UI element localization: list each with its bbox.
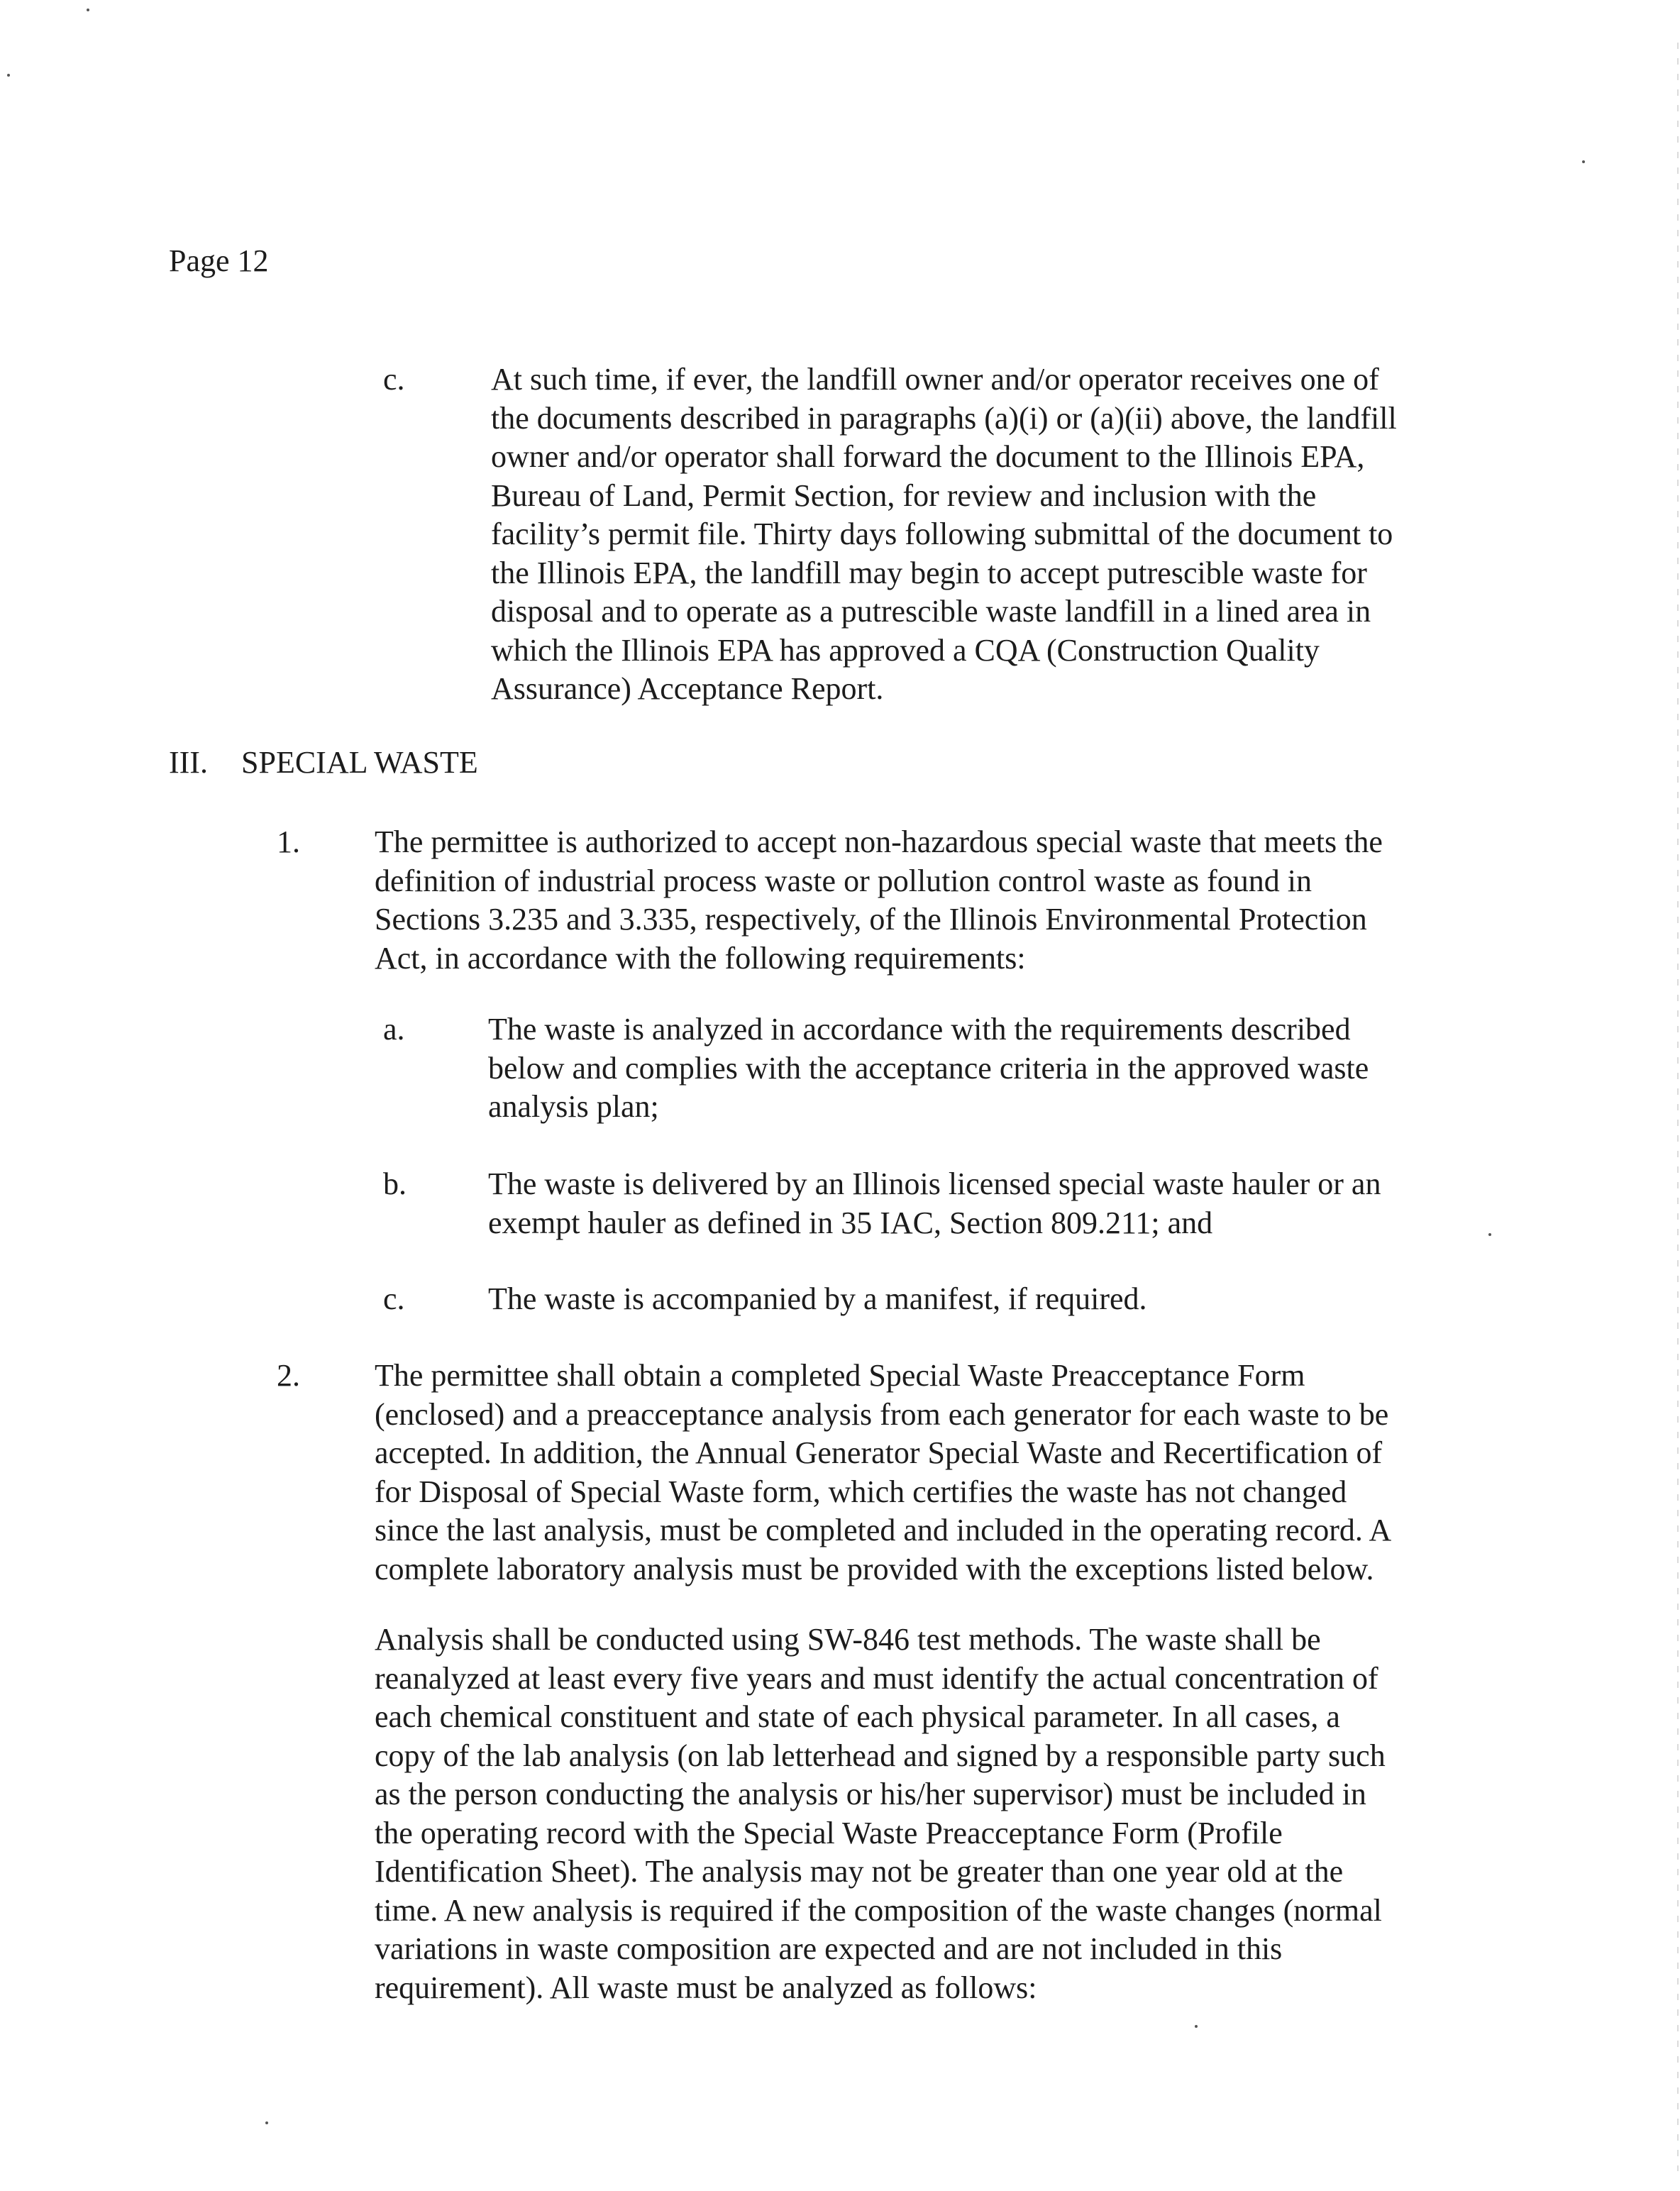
item-c-paragraph bbox=[491, 360, 1397, 709]
section-numeral: III. bbox=[169, 745, 208, 780]
text-line: The waste is delivered by an Illinois licensed special waste hauler or an bbox=[488, 1166, 1381, 1201]
text-line: disposal and to operate as a putrescible waste landfill in a lined area in bbox=[491, 594, 1371, 629]
item-1b-paragraph bbox=[488, 1165, 1381, 1242]
text-line: each chemical constituent and state of each physical parameter. In all cases, a bbox=[375, 1699, 1340, 1734]
text-line: At such time, if ever, the landfill owner and/or operator receives one of bbox=[491, 362, 1379, 397]
text-line: the documents described in paragraphs (a)(i) or (a)(ii) above, the landfill bbox=[491, 400, 1397, 436]
text-line: as the person conducting the analysis or his/her supervisor) must be included in bbox=[375, 1777, 1366, 1811]
text-line: requirement). All waste must be analyzed as follows: bbox=[375, 1970, 1037, 2005]
scan-edge-artifact bbox=[1677, 43, 1679, 2171]
item-2-analysis-paragraph bbox=[375, 1621, 1386, 2007]
item-c-marker: c. bbox=[383, 362, 405, 397]
text-line: analysis plan; bbox=[488, 1089, 659, 1124]
text-line: since the last analysis, must be completed and included in the operating record. A bbox=[375, 1513, 1392, 1547]
text-line: variations in waste composition are expected and are not included in this bbox=[375, 1931, 1283, 1966]
scan-speck bbox=[7, 74, 10, 77]
section-title: SPECIAL WASTE bbox=[241, 745, 478, 780]
scan-speck bbox=[1195, 2025, 1198, 2028]
text-line: The permittee is authorized to accept non-hazardous special waste that meets the bbox=[375, 824, 1383, 859]
text-line: Sections 3.235 and 3.335, respectively, of the Illinois Environmental Protection bbox=[375, 902, 1367, 937]
scan-speck bbox=[1582, 160, 1585, 163]
text-line: below and complies with the acceptance criteria in the approved waste bbox=[488, 1050, 1369, 1086]
text-line: Act, in accordance with the following requirements: bbox=[375, 940, 1026, 976]
scan-speck bbox=[265, 2121, 268, 2124]
item-1a-marker: a. bbox=[383, 1012, 405, 1047]
item-1-marker: 1. bbox=[277, 824, 300, 859]
text-line: (enclosed) and a preacceptance analysis from each generator for each waste to be bbox=[375, 1396, 1389, 1432]
text-line: owner and/or operator shall forward the document to the Illinois EPA, bbox=[491, 439, 1365, 474]
text-line: The waste is analyzed in accordance with the requirements described bbox=[488, 1012, 1351, 1047]
text-line: facility’s permit file. Thirty days following submittal of the document to bbox=[491, 517, 1393, 551]
item-1-paragraph bbox=[375, 823, 1383, 978]
item-2-paragraph bbox=[375, 1357, 1391, 1589]
text-line: which the Illinois EPA has approved a CQA (Construction Quality bbox=[491, 632, 1320, 668]
text-line: Bureau of Land, Permit Section, for review and inclusion with the bbox=[491, 478, 1317, 513]
text-line: Identification Sheet). The analysis may not be greater than one year old at the bbox=[375, 1854, 1344, 1889]
scan-speck bbox=[1488, 1233, 1491, 1236]
item-1b-marker: b. bbox=[383, 1166, 407, 1201]
text-line: The permittee shall obtain a completed Special Waste Preacceptance Form bbox=[375, 1358, 1305, 1393]
item-1a-paragraph bbox=[488, 1010, 1369, 1127]
text-line: Assurance) Acceptance Report. bbox=[491, 671, 884, 706]
text-line: The waste is accompanied by a manifest, if required. bbox=[488, 1281, 1147, 1316]
scan-speck bbox=[87, 9, 89, 11]
text-line: reanalyzed at least every five years and must identify the actual concentration of bbox=[375, 1660, 1378, 1696]
text-line: the operating record with the Special Waste Preacceptance Form (Profile bbox=[375, 1815, 1283, 1850]
page-number: Page 12 bbox=[169, 243, 269, 278]
text-line: definition of industrial process waste or pollution control waste as found in bbox=[375, 863, 1312, 898]
text-line: time. A new analysis is required if the composition of the waste changes (normal bbox=[375, 1892, 1382, 1928]
text-line: the Illinois EPA, the landfill may begin to accept putrescible waste for bbox=[491, 555, 1367, 590]
text-line: Analysis shall be conducted using SW-846 test methods. The waste shall be bbox=[375, 1622, 1321, 1657]
text-line: complete laboratory analysis must be provided with the exceptions listed below. bbox=[375, 1551, 1374, 1586]
item-1c-marker: c. bbox=[383, 1281, 405, 1316]
text-line: copy of the lab analysis (on lab letterhead and signed by a responsible party such bbox=[375, 1738, 1386, 1773]
text-line: for Disposal of Special Waste form, which certifies the waste has not changed bbox=[375, 1474, 1347, 1509]
text-line: accepted. In addition, the Annual Generator Special Waste and Recertification of bbox=[375, 1435, 1383, 1470]
item-1c-paragraph bbox=[488, 1280, 1147, 1319]
item-2-marker: 2. bbox=[277, 1358, 300, 1393]
text-line: exempt hauler as defined in 35 IAC, Section 809.211; and bbox=[488, 1205, 1213, 1240]
